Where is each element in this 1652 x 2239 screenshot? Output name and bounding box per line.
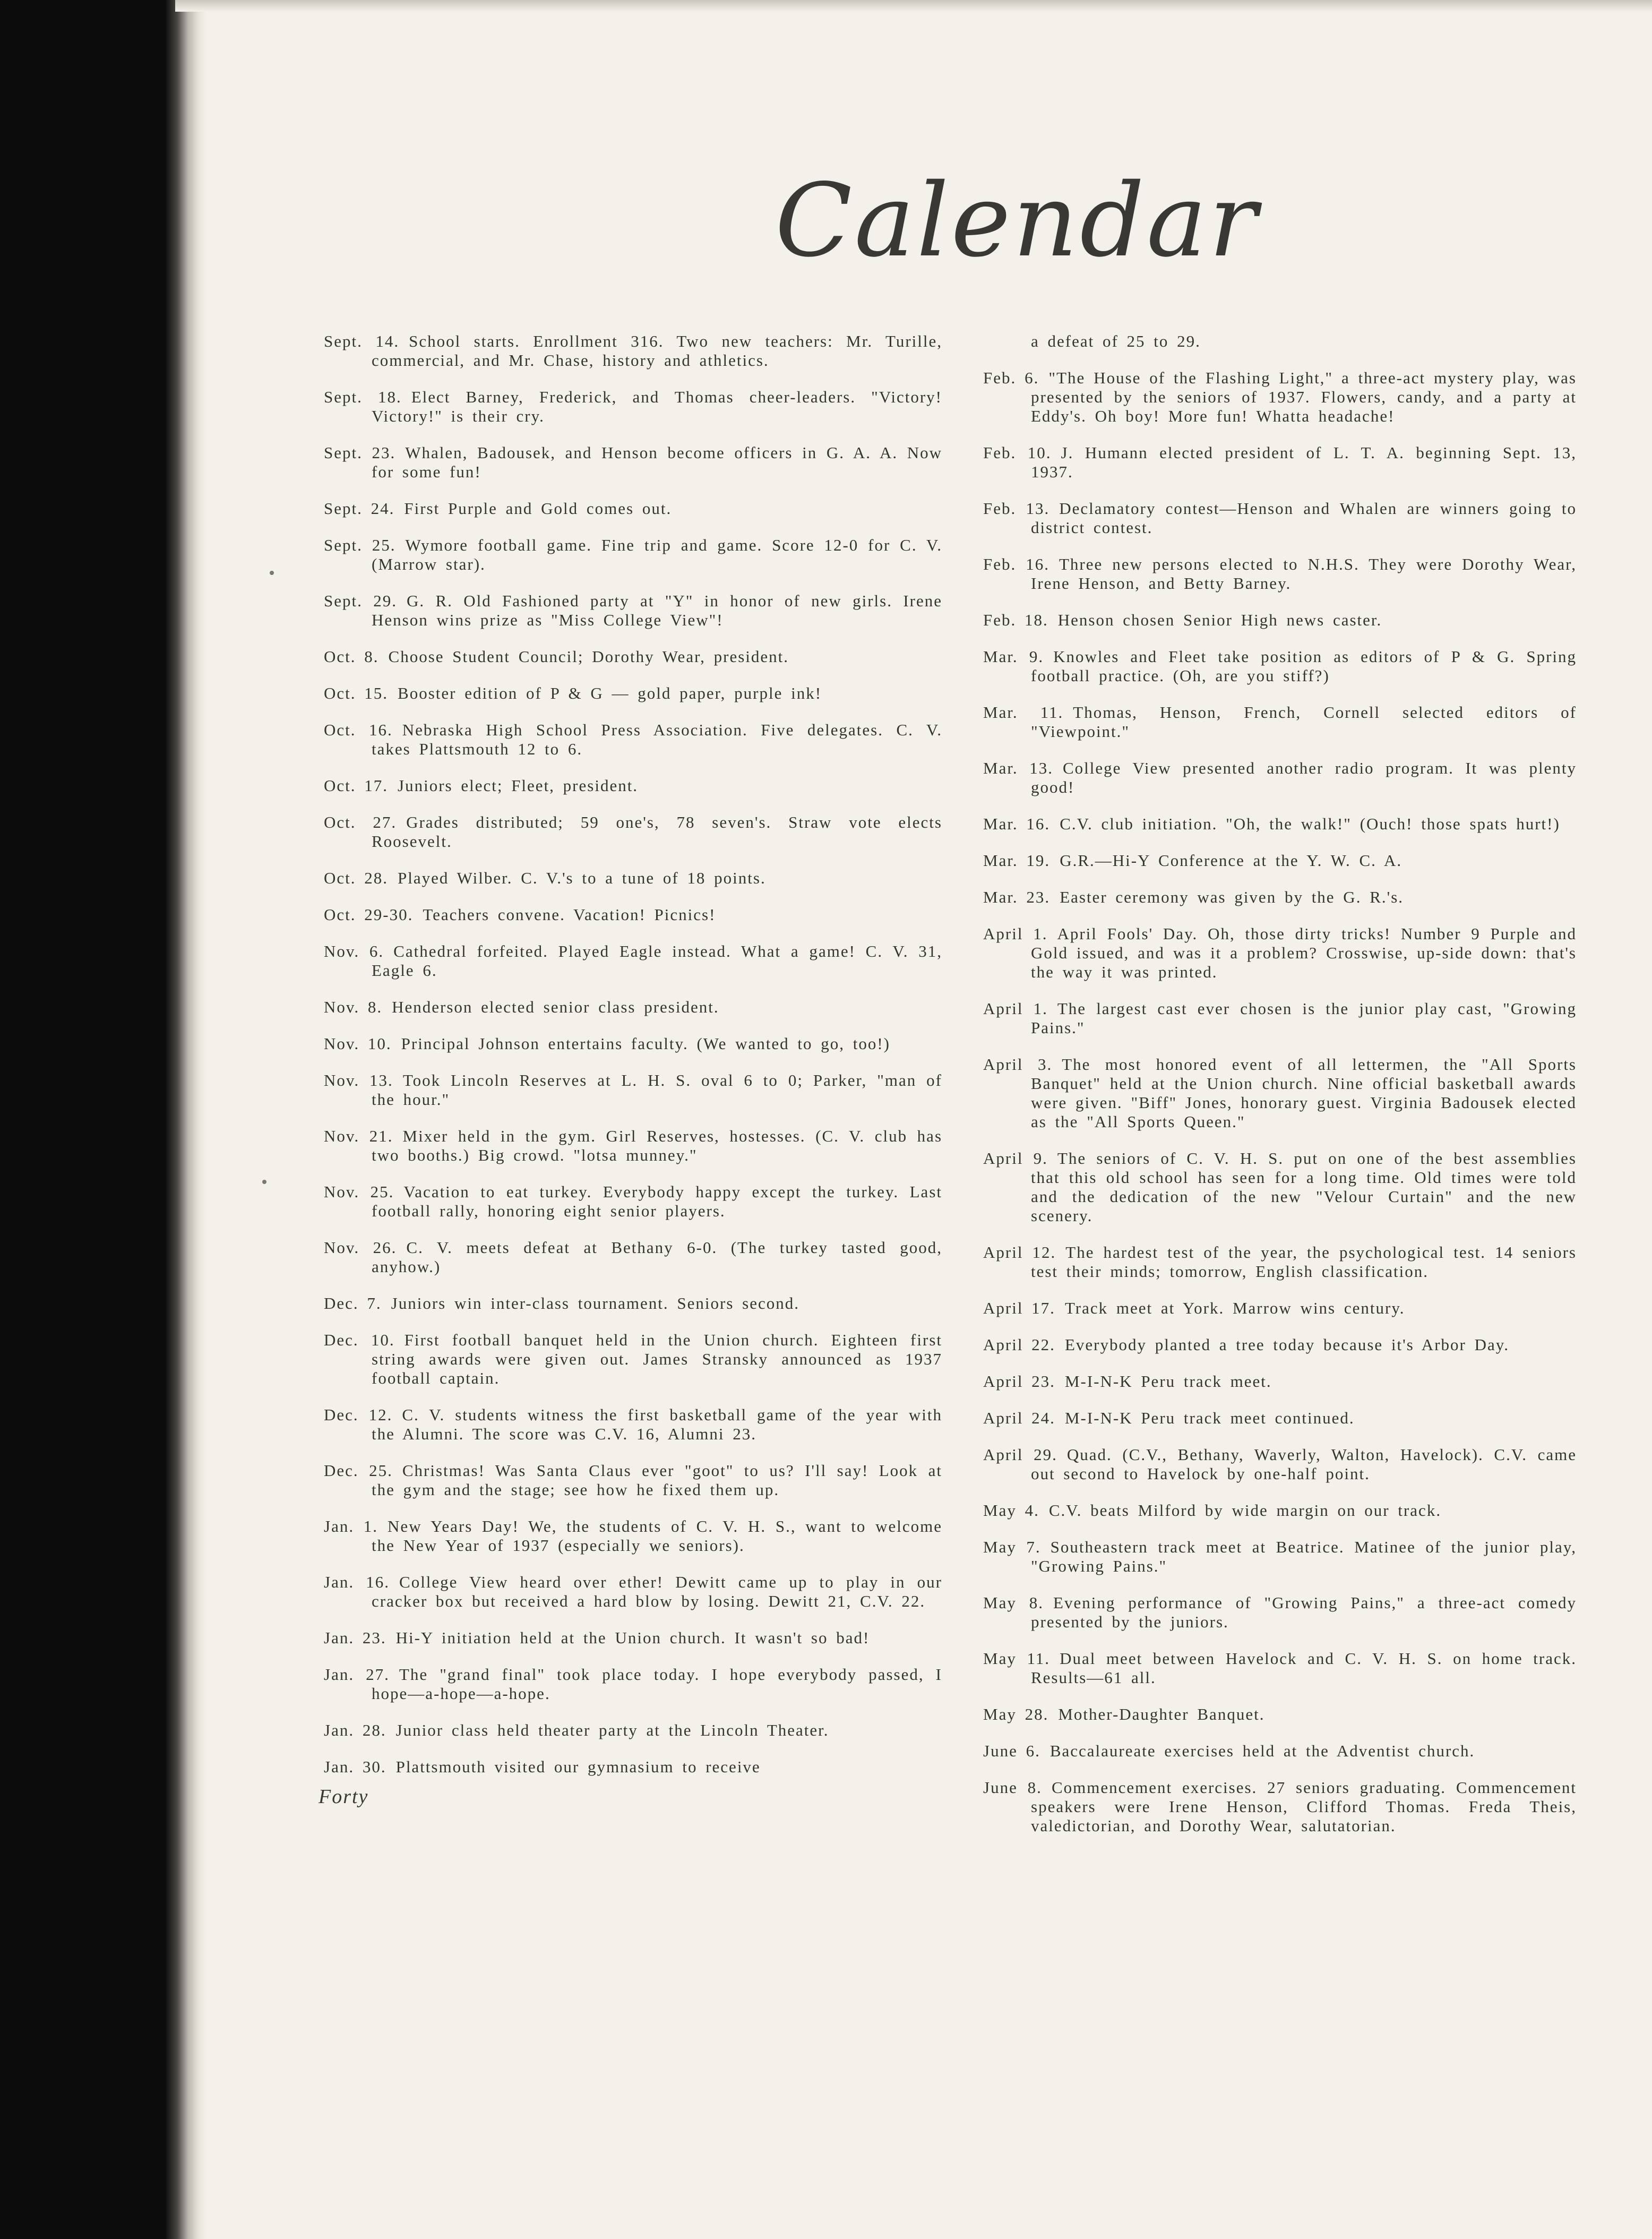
entry-date: April 9. [983,1149,1048,1168]
entry-text: College View presented another radio program. It was plenty good! [1031,759,1577,796]
speck-mark [270,571,274,575]
entry-text: C.V. beats Milford by wide margin on our track. [1048,1501,1442,1520]
calendar-entry [983,1593,1577,1632]
calendar-entry [324,1573,942,1611]
entry-text: Took Lincoln Reserves at L. H. S. oval 6 to 0; Parker, "man of the hour." [372,1071,943,1109]
entry-date: Mar. 11. [983,703,1064,722]
calendar-entry [324,1034,942,1053]
entry-text: a defeat of 25 to 29. [1031,332,1201,350]
entry-text: Whalen, Badousek, and Henson become officers in G. A. A. Now for some fun! [372,443,942,481]
entry-date: May 28. [983,1705,1049,1723]
entry-date: Jan. 1. [324,1517,378,1535]
entry-date: Feb. 18. [983,611,1048,629]
entry-date: Sept. 23. [324,443,396,462]
calendar-entry [324,443,942,482]
entry-date: Mar. 13. [983,759,1053,777]
entry-date: Jan. 30. [324,1757,386,1776]
calendar-entry [983,368,1577,426]
entry-date: Oct. 16. [324,720,393,739]
entry-date: April 24. [983,1409,1055,1427]
entry-date: April 3. [983,1055,1053,1074]
calendar-entry [324,1071,942,1109]
entry-date: Jan. 16. [324,1573,390,1591]
entry-text: Everybody planted a tree today because it's Arbor Day. [1064,1335,1509,1354]
calendar-right-column [983,332,1577,1853]
calendar-entry [983,1742,1577,1761]
entry-text: Elect Barney, Frederick, and Thomas cheer-leaders. "Victory! Victory!" is their cry. [372,388,942,425]
calendar-entry [983,1149,1577,1225]
entry-text: "The House of the Flashing Light," a three-act mystery play, was presented by the seniors of 1937. Flowers, candy, and a party at Eddy's. Oh boy! More fun! Whatta headache! [1031,368,1577,425]
entry-text: Christmas! Was Santa Claus ever "goot" to us? I'll say! Look at the gym and the stage; see how he fixed them up. [372,1461,942,1499]
entry-date: June 6. [983,1742,1040,1760]
calendar-entry [983,1705,1577,1724]
entry-text: Southeastern track meet at Beatrice. Matinee of the junior play, "Growing Pains." [1031,1538,1577,1575]
entry-text: C. V. students witness the first basketball game of the year with the Alumni. The score was C.V. 16, Alumni 23. [372,1405,943,1443]
entry-text: J. Humann elected president of L. T. A. beginning Sept. 13, 1937. [1031,443,1577,481]
entry-text: April Fools' Day. Oh, those dirty tricks! Number 9 Purple and Gold issued, and was it a problem? Crosswise, up-side down: that's the way it was printed. [1031,924,1577,981]
entry-date: April 17. [983,1299,1055,1317]
entry-date: Oct. 28. [324,869,389,887]
entry-date: Nov. 26. [324,1238,397,1257]
page-title: Calendar [775,162,1259,279]
entry-date: Jan. 28. [324,1721,386,1739]
calendar-entry [983,499,1577,537]
entry-text: The largest cast ever chosen is the junior play cast, "Growing Pains." [1031,999,1577,1037]
entry-date: May 11. [983,1649,1051,1668]
page-top-edge [175,0,1652,12]
entry-date: Nov. 21. [324,1127,393,1145]
calendar-entry [324,1127,942,1165]
calendar-entry [324,388,942,426]
entry-date: Oct. 15. [324,684,389,702]
calendar-entry [324,720,942,759]
calendar-entry [324,1461,942,1499]
entry-text: Evening performance of "Growing Pains," a three-act comedy presented by the juniors. [1031,1593,1577,1631]
entry-date: Mar. 23. [983,888,1051,906]
page-folio: Forty [319,1786,369,1808]
entry-date: Jan. 27. [324,1665,390,1684]
calendar-entry [983,1243,1577,1281]
entry-date: Nov. 8. [324,998,383,1016]
entry-text: School starts. Enrollment 316. Two new teachers: Mr. Turille, commercial, and Mr. Chase, history and athletics. [372,332,942,370]
entry-text: Nebraska High School Press Association. Five delegates. C. V. takes Plattsmouth 12 to 6. [372,720,942,758]
entry-text: Played Wilber. C. V.'s to a tune of 18 points. [398,869,766,887]
entry-date: May 8. [983,1593,1044,1612]
calendar-entry [324,1517,942,1555]
calendar-entry [983,888,1577,907]
entry-date: Sept. 24. [324,499,395,518]
entry-text: New Years Day! We, the students of C. V. H. S., want to welcome the New Year of 1937 (especially we seniors). [372,1517,943,1555]
calendar-entry [983,1778,1577,1835]
calendar-entry [324,332,942,370]
calendar-entry [983,1055,1577,1131]
entry-date: Feb. 13. [983,499,1050,518]
entry-text: The hardest test of the year, the psychological test. 14 seniors test their minds; tomorrow, English classification. [1031,1243,1577,1281]
entry-date: Oct. 17. [324,776,389,795]
entry-text: Henson chosen Senior High news caster. [1057,611,1382,629]
entry-text: Quad. (C.V., Bethany, Waverly, Walton, Havelock). C.V. came out second to Havelock by one-half point. [1031,1445,1577,1483]
calendar-entry [983,1501,1577,1520]
entry-text: The "grand final" took place today. I hope everybody passed, I hope—a-hope—a-hope. [372,1665,942,1703]
entry-date: Nov. 25. [324,1182,394,1201]
entry-text: Dual meet between Havelock and C. V. H. S. on home track. Results—61 all. [1031,1649,1577,1687]
calendar-entry [324,1238,942,1276]
entry-text: Grades distributed; 59 one's, 78 seven's. Straw vote elects Roosevelt. [372,813,942,851]
entry-date: Mar. 16. [983,814,1051,833]
entry-text: The seniors of C. V. H. S. put on one of the best assemblies that this old school has seen for a long time. Old times were told and the dedication of the new "Velour Curtain" and the new scenery. [1031,1149,1577,1225]
calendar-entry [324,998,942,1017]
entry-date: Jan. 23. [324,1628,386,1647]
calendar-entry [324,942,942,980]
entry-date: Dec. 10. [324,1331,395,1349]
entry-text: Three new persons elected to N.H.S. They were Dorothy Wear, Irene Henson, and Betty Barney. [1031,555,1577,593]
entry-text: M-I-N-K Peru track meet. [1064,1372,1272,1391]
calendar-entry [324,776,942,795]
entry-date: Oct. 8. [324,647,379,666]
entry-date: April 12. [983,1243,1056,1262]
entry-text: First Purple and Gold comes out. [404,499,672,518]
entry-date: April 23. [983,1372,1055,1391]
calendar-entry [324,499,942,518]
entry-text: Principal Johnson entertains faculty. (We wanted to go, too!) [401,1034,890,1053]
entry-date: Feb. 10. [983,443,1052,462]
entry-text: Wymore football game. Fine trip and game. Score 12-0 for C. V. (Marrow star). [372,536,942,573]
entry-text: Juniors win inter-class tournament. Seniors second. [391,1294,800,1312]
calendar-entry [983,759,1577,797]
page-gutter [165,0,207,2239]
entry-text: M-I-N-K Peru track meet continued. [1064,1409,1355,1427]
calendar-entry [983,851,1577,870]
entry-date: May 4. [983,1501,1039,1520]
entry-date: Oct. 27. [324,813,397,831]
calendar-entry [983,555,1577,593]
entry-date: April 1. [983,999,1048,1018]
entry-date: Mar. 9. [983,647,1044,666]
entry-date: Dec. 7. [324,1294,382,1312]
calendar-entry [324,905,942,924]
entry-date: Nov. 6. [324,942,384,960]
entry-date: April 1. [983,924,1048,943]
entry-date: June 8. [983,1778,1042,1797]
calendar-entry [324,1628,942,1648]
entry-date: Mar. 19. [983,851,1051,870]
entry-date: Sept. 29. [324,591,397,610]
calendar-entry [324,1182,942,1221]
calendar-entry [324,1294,942,1313]
entry-text: C.V. club initiation. "Oh, the walk!" (Ouch! those spats hurt!) [1060,814,1560,833]
entry-date: Dec. 25. [324,1461,393,1480]
calendar-entry [983,1335,1577,1354]
entry-date: May 7. [983,1538,1041,1556]
calendar-entry [324,813,942,851]
entry-text: Junior class held theater party at the Lincoln Theater. [395,1721,829,1739]
calendar-entry [983,999,1577,1037]
calendar-entry [983,647,1577,685]
entry-text: Baccalaureate exercises held at the Adventist church. [1049,1742,1475,1760]
entry-date: Feb. 6. [983,368,1039,387]
entry-date: April 22. [983,1335,1055,1354]
entry-text: Declamatory contest—Henson and Whalen are winners going to district contest. [1031,499,1577,537]
entry-text: Plattsmouth visited our gymnasium to receive [395,1757,761,1776]
entry-date: Sept. 25. [324,536,396,554]
calendar-entry [324,869,942,888]
calendar-entry [324,1405,942,1444]
entry-text: First football banquet held in the Union church. Eighteen first string awards were given out. James Stransky announced as 1937 football captain. [372,1331,942,1387]
calendar-entry [983,611,1577,630]
entry-text: Knowles and Fleet take position as editors of P & G. Spring football practice. (Oh, are you stiff?) [1031,647,1577,685]
entry-text: Vacation to eat turkey. Everybody happy except the turkey. Last football rally, honoring eight senior players. [372,1182,942,1220]
entry-date: Dec. 12. [324,1405,393,1424]
entry-text: C. V. meets defeat at Bethany 6-0. (The turkey tasted good, anyhow.) [372,1238,943,1276]
calendar-entry [324,647,942,666]
calendar-entry [983,1538,1577,1576]
calendar-entry [983,1299,1577,1318]
calendar-entry [983,1649,1577,1687]
speck-mark [262,1180,266,1184]
entry-text: Choose Student Council; Dorothy Wear, president. [388,647,789,666]
entry-date: Nov. 13. [324,1071,393,1090]
entry-text: Booster edition of P & G — gold paper, purple ink! [398,684,822,702]
entry-text: G.R.—Hi-Y Conference at the Y. W. C. A. [1060,851,1403,870]
entry-date: Sept. 18. [324,388,402,406]
calendar-entry [983,1372,1577,1391]
entry-date: Sept. 14. [324,332,400,350]
entry-text: Cathedral forfeited. Played Eagle instead. What a game! C. V. 31, Eagle 6. [372,942,943,980]
entry-text: The most honored event of all lettermen, the "All Sports Banquet" held at the Union church. Nine official basketball awards were given. "Biff" Jones, honorary guest. Virginia Badousek elected as the "All Sports Queen." [1031,1055,1577,1131]
entry-text: Henderson elected senior class president. [392,998,719,1016]
entry-text: Hi-Y initiation held at the Union church. It wasn't so bad! [395,1628,870,1647]
calendar-entry [324,1665,942,1703]
book-spine-shadow [0,0,175,2239]
calendar-entry [324,591,942,630]
entry-date: Nov. 10. [324,1034,392,1053]
calendar-entry [983,1409,1577,1428]
entry-text: Teachers convene. Vacation! Picnics! [423,905,716,924]
entry-date: Feb. 16. [983,555,1049,573]
entry-date: April 29. [983,1445,1057,1464]
calendar-entry [324,1721,942,1740]
entry-text: Mother-Daughter Banquet. [1058,1705,1265,1723]
calendar-entry [324,536,942,574]
entry-text: Juniors elect; Fleet, president. [398,776,639,795]
entry-text: G. R. Old Fashioned party at "Y" in honor of new girls. Irene Henson wins prize as "Miss College View"! [372,591,942,629]
calendar-entry [983,924,1577,982]
calendar-entry [983,703,1577,741]
entry-text: Commencement exercises. 27 seniors graduating. Commencement speakers were Irene Henson, Clifford Thomas. Freda Theis, valedictorian, and Dorothy Wear, salutatorian. [1031,1778,1577,1835]
entry-text: Easter ceremony was given by the G. R.'s. [1060,888,1404,906]
calendar-entry [324,1331,942,1388]
entry-text: Track meet at York. Marrow wins century. [1064,1299,1405,1317]
entry-text: Mixer held in the gym. Girl Reserves, hostesses. (C. V. club has two booths.) Big crowd. "lotsa munney." [372,1127,943,1164]
calendar-entry [983,814,1577,834]
entry-date: Oct. 29-30. [324,905,414,924]
calendar-entry [983,332,1577,351]
calendar-entry [324,1757,942,1777]
calendar-left-column [324,332,942,1794]
calendar-entry [983,1445,1577,1483]
calendar-entry [324,684,942,703]
entry-text: College View heard over ether! Dewitt came up to play in our cracker box but received a hard blow by losing. Dewitt 21, C.V. 22. [372,1573,943,1610]
entry-text: Thomas, Henson, French, Cornell selected editors of "Viewpoint." [1031,703,1577,741]
calendar-entry [983,443,1577,482]
